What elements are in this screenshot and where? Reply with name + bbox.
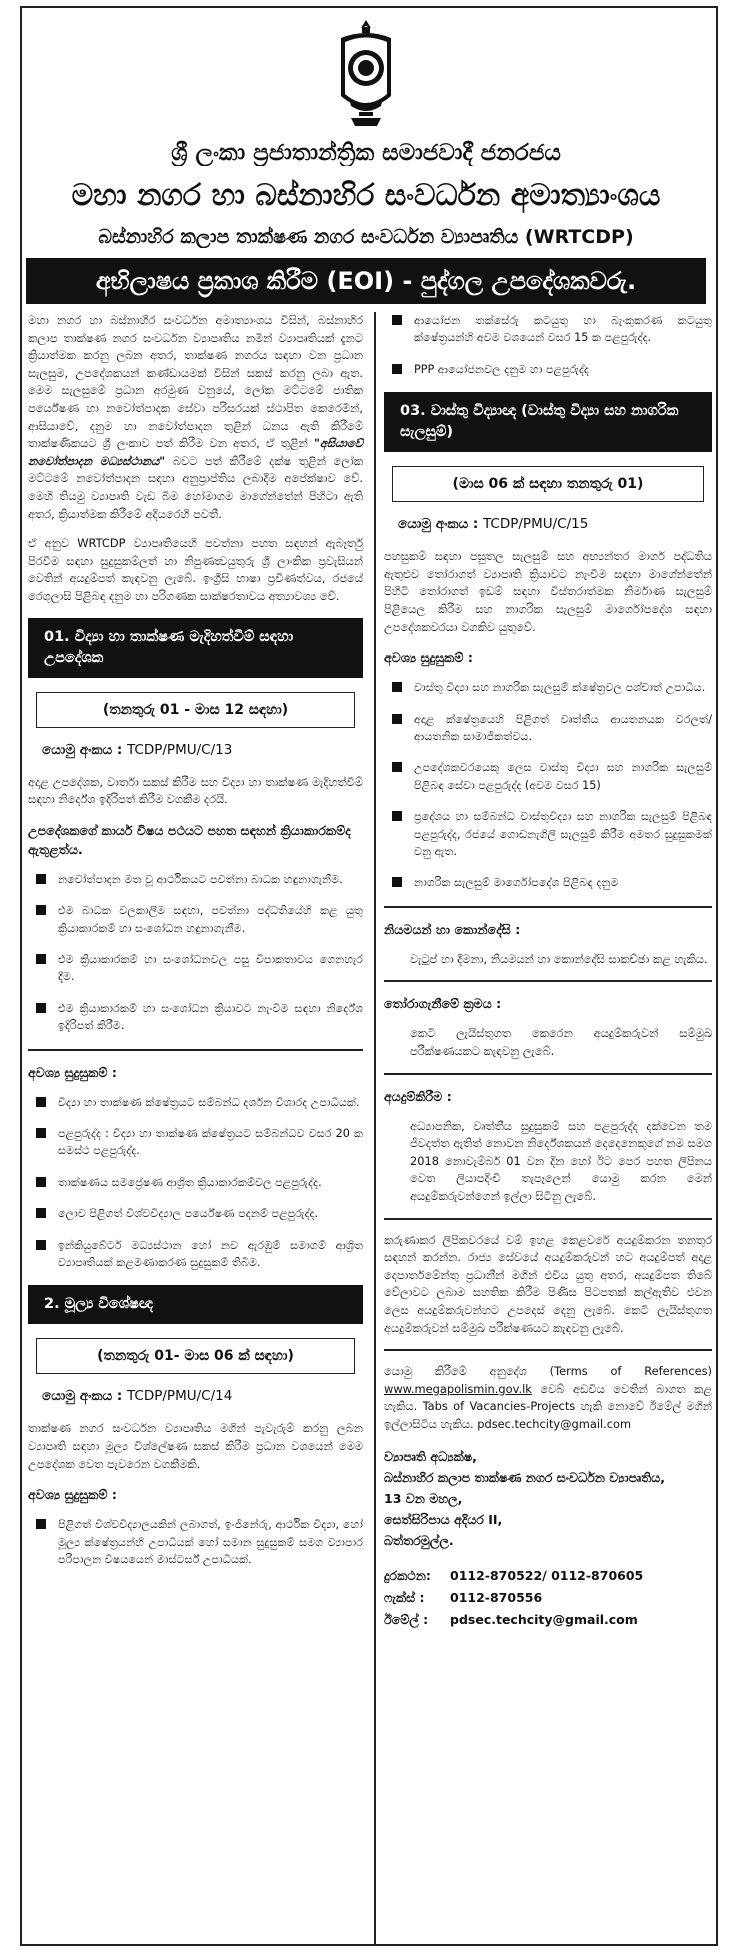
list-item xyxy=(384,759,712,794)
contact-email xyxy=(384,1609,712,1631)
postal-address xyxy=(384,1446,712,1551)
bullet-icon xyxy=(36,1240,46,1250)
section-3-posts-box: (මාස 06 ක් සඳහා තනතුරු 01) xyxy=(392,466,704,502)
bullet-icon xyxy=(392,714,402,724)
bullet-icon xyxy=(36,1519,46,1529)
list-item-text: එම බාධක වලකාලීම සඳහා, පවත්නා පද්ධතියේහි කළ යුතු ක්‍රියාකාරකම් හා සංශෝධන හඳුනාගැනීම. xyxy=(58,904,363,935)
list-item xyxy=(28,1125,363,1160)
intro-highlight: "අසියාවේ නවෝත්පාදන මධ්‍යස්ථානය" xyxy=(28,436,363,468)
bullet-icon xyxy=(392,315,402,325)
section-3-description: පහසුකම් සඳහා පසුතල සැලසුම් සහ අභ්‍යන්තර මාර්ග පද්ධතිය ඇතුළුව තෝරාගත් ව්‍යාපෘති ක්‍රියාවට නැංවීම සඳහා මාගේන්තේන් පිහිටි තෝරාගත් ඉඩම් සඳහා විස්තරාත්මක නිර්මාණ සැලසුම් පිළියෙල කිරීම සහ නාගරික සැලසුම් මාර්ගෝපදේශ සඳහා උපදේශකවරයා වගකිව යුතුවේ. xyxy=(384,549,712,634)
section-2-description: තාක්ෂණ නගර සංවර්ධන ව්‍යාපෘතිය මගින් පැවැරුම් කරනු ලබන ව්‍යාපෘති සඳහා මූල්‍ය විශ්ලේෂණ සකස් කිරීම ප්‍රධාන වශයෙන් මෙම උපදේශක වෙත පැවරෙන වගකීමකි. xyxy=(28,1421,363,1471)
contact-fax xyxy=(384,1587,712,1609)
ref-number: TCDP/PMU/C/15 xyxy=(482,516,589,533)
bullet-icon xyxy=(36,954,46,964)
section-3-qualifications-heading: අවශ්‍ය සුදුසුකම් : xyxy=(384,650,473,666)
list-item-text: ලොව පිළිගත් විශ්වවිද්‍යාල පර්යේෂණ පදනම් පළපුරුද්ද. xyxy=(58,1207,319,1221)
section-3-heading: 03. වාස්තු විද්‍යාඥ (වාස්තු විද්‍යා සහ නාගරික සැලසුම්) xyxy=(384,392,712,452)
list-item xyxy=(28,1237,363,1272)
list-item xyxy=(384,808,712,860)
list-item xyxy=(384,711,712,746)
section-3-qualifications xyxy=(384,679,712,892)
contact-label: ඊමේල් : xyxy=(384,1611,429,1627)
contact-label: ෆැක්ස් : xyxy=(384,1589,425,1605)
ref-number: TCDP/PMU/C/14 xyxy=(126,1388,233,1405)
eoi-banner: අභිලාෂය ප්‍රකාශ කිරීම (EOI) - පුද්ගල උපදේශකවරු. xyxy=(26,258,706,304)
intro-paragraph-2: ඒ අනුව WRTCDP ව්‍යාපෘතියෙහි පවත්නා පහත සඳහන් ඇබෑර්තු පිරවීම සඳහා සුදුසුකම්ලත් හා නිපුණත්‍වයුතුරු ශ්‍රී ලාංකික ප්‍රවැසියන් වෙතින් අයදුම්පත් කැඳවනු ලැබේ. ඉංග්‍රීසි භාෂා ප්‍රවීණත්වය, රජයේ රෙගුලාසි පිළිබඳ දනුම හා පරිගණක සාක්ෂරතාවය අත්‍යාවශ්‍ය වේ. xyxy=(28,536,363,603)
bullet-icon xyxy=(36,1208,46,1218)
list-item xyxy=(28,902,363,937)
list-item xyxy=(28,1094,363,1111)
section-2-reference xyxy=(42,1388,363,1404)
header-line-2: මහා නගර හා බස්නාහිර සංවර්ධන අමාත්‍යාංශය xyxy=(71,178,661,213)
bullet-icon xyxy=(392,877,402,887)
section-1-qualifications xyxy=(28,1094,363,1272)
address-line: ව්‍යාපෘති අධ්‍යක්ෂ, xyxy=(384,1448,477,1464)
selection-heading: තෝරාගැනීමේ ක්‍රමය : xyxy=(384,996,502,1012)
tor-paragraph xyxy=(384,1363,712,1433)
application-note: කරුණාකර ලිපිකවරයේ වම් ඉහළ කෙළවරේ අයදුම්කරන තනතුර සඳහන් කරන්න. රාජ්‍ය සේවයේ අයදුම්කරුවන් හට අයදුම්පත් අදාළ දෙපාර්තමේන්තු ප්‍රධානීන් මගින් එවිය යුතු අතර, අයදුම්පත තිබේ වේලාවට ලබාම සහතික කිරීම පිණිස පිටපතක් කල්ඇතිව එවන ලෙස අයදුම්කරුවන්හට උපදෙස් දෙනු ලැබේ. කෙටි ලැයිස්තුගත අයදුම්කරුවන් සම්මුඛ පරීක්ෂණයට කැඳවනු ලැබේ. xyxy=(384,1232,712,1335)
divider xyxy=(384,906,712,908)
column-divider xyxy=(374,312,376,1944)
list-item xyxy=(28,1516,363,1568)
list-item xyxy=(28,951,363,986)
intro-text: මහා නගර හා බස්නාහිර සංවර්ධන අමාත්‍යාංශය විසින්, බස්නාහිර කලාප තාක්ෂණ නගර සංවර්ධන ව්‍යාපෘතිය නමින් ව්‍යාපෘතියක් දැනට ක්‍රියාත්මක කරනු ලබන අතර, තාක්ෂණ නගරය සඳහා වන ප්‍රධාන සැලසුම, උපදේශකයන් කණ්ඩායමක් විසින් සකස් කරනු ලබා ඇත. මෙම සැලසුමේ ප්‍රධාන අරමුණ වනුයේ, ලෝක මට්ටමේ ජාතික පර්යේෂණ හා නවෝත්පාදක සේවා පරිසරයක් ස්ථාපිත කෙරෙමින්, ආසියාවේ, දනුම හා නවෝත්පාදන තුළින් ධනය ඇති කිරීමේ තාක්ෂණිකයට ශ්‍රී ලංකාව පත් කිරීම වන අතර, ඒ තුළින් xyxy=(28,313,363,451)
header-line-3: බස්නාහිර කලාප තාක්ෂණ නගර සංවර්ධන ව්‍යාපෘතිය (WRTCDP) xyxy=(98,226,634,248)
bullet-icon xyxy=(392,682,402,692)
national-emblem-icon xyxy=(335,18,397,130)
section-1-tasks xyxy=(28,871,363,1035)
contact-value[interactable]: pdsec.techcity@gmail.com xyxy=(450,1611,638,1627)
contact-value: 0112-870522/ 0112-870605 xyxy=(450,1567,644,1583)
bullet-icon xyxy=(36,1097,46,1107)
section-2-heading: 2. මූල්‍ය විශේෂඥ xyxy=(28,1285,363,1324)
intro-text-cont: බවට පත් කිරීමේ දක්ෂ තුළින් ලෝක මට්ටමේ නවෝත්පාදන සඳහා අනුප්‍රාප්තිය ලබාදීම අපේක්ෂාව වේ. මෙහි තියමු ව්‍යාපෘති වැඩ බිම හෝමාගම මාගේන්තේන් පිහිටා ඇති අතර, ක්‍රියාත්මක කිරීමේ අදියරෙහි පවතී. xyxy=(28,453,363,521)
list-item-text: පළපුරුද්ද : විද්‍යා හා තාක්ෂණ ක්ෂේත්‍රයට සම්බන්ධව වසර 20 ක සමස්ථ පළපුරුද්ද. xyxy=(58,1126,363,1158)
divider xyxy=(384,980,712,982)
bullet-icon xyxy=(36,1003,46,1013)
section-2-qualifications-heading: අවශ්‍ය සුදුසුකම් : xyxy=(28,1487,117,1503)
list-item-text: එම ක්‍රියාකාරකම් හා සංශෝධන ක්‍රියාවට නැංවීම සඳහා නිර්දේශ ඉදිරිපත් කිරීම. xyxy=(58,1001,363,1033)
list-item-text: වාස්තු විද්‍යා සහ නාගරික සැලසුම් ක්ෂේත්‍රවල පශ්චාත් උපාධිය. xyxy=(414,681,706,695)
left-column xyxy=(28,312,363,1582)
list-item xyxy=(28,871,363,888)
ref-label: යොමු අංකය : xyxy=(42,741,123,758)
address-line: 13 වන මහල, xyxy=(384,1490,463,1506)
list-item-text: PPP ආයෝජනවල දනුම හා පළපුරුද්ද xyxy=(414,362,589,376)
list-item-text: එම ක්‍රියාකාරකම් හා සංශෝධනවල පසු විපාකතාවය ගෙනහැර දීම. xyxy=(58,952,363,984)
list-item xyxy=(384,874,712,891)
divider xyxy=(28,1049,363,1051)
right-column xyxy=(384,312,712,1631)
address-line: බස්නාහිර කලාප තාක්ෂණ නගර සංවර්ධන ව්‍යාපෘතිය, xyxy=(384,1469,666,1485)
header-line-1: ශ්‍රී ලංකා ප්‍රජාතාන්ත්‍රික සමාජවාදී ජනරජය xyxy=(171,140,561,166)
bullet-icon xyxy=(36,874,46,884)
list-item xyxy=(384,679,712,696)
selection-text: කෙටි ලැයිස්තුගත කෙරෙන අයදුම්කරුවන් සම්මුඛ පරීක්ෂණයකට කැඳවනු ලැබේ. xyxy=(410,1026,712,1059)
section-3-reference xyxy=(398,516,712,532)
contact-value: 0112-870556 xyxy=(450,1589,543,1605)
apply-text: අධ්‍යාපනික, වෘත්තීය සුදුසුකම් සහ පළපුරුද්ද දක්වෙන තම ජීවදත්ත ඇතිත් නොවන නිර්දේශකයන් දෙදෙනෙකුගේ නම සමග 2018 නොවැම්බර් 01 වන දින හෝ ඊට පෙර පහත ලිපිනය වෙත ලියාපදිංචි තැපෑලෙන් යොමු කරන මෙන් අයදුම්කරුවන්ගෙන් ඉල්ලා සිටිනු ලැබේ. xyxy=(410,1118,712,1203)
section-1-description: අදාළ උපදේශක, වාර්තා සකස් කිරීම සහ විද්‍යා හා තාක්ෂණ මැදිහත්වීම් සඳහා නිර්දේශ ඉදිරිපත් කිරීම වගකීම දරයි. xyxy=(28,774,363,807)
section-1-reference xyxy=(42,742,363,758)
contact-details xyxy=(384,1565,712,1631)
list-item-text: ආයෝජන තක්සේරු කටයුතු හා බැංකුකරණ කටයුතු ක්ෂේත්‍රයන්හි අවම වශයෙන් වසර 15 ක පළපුරුද්ද. xyxy=(414,314,712,345)
ref-label: යොමු අංකය : xyxy=(42,1388,123,1405)
tor-text: යොමු කිරීමේ අනුදේශ (Terms of References) xyxy=(384,1364,712,1379)
bullet-icon xyxy=(36,1128,46,1138)
list-item-text: නවෝත්පාදන මත වූ ආර්ථිකයට පවත්නා බාධක හඳුනාගැනීම. xyxy=(58,872,343,886)
list-item-text: උපදේශකවරයෙකු ලෙස වාස්තු විද්‍යා සහ නාගරික සැලසුම් පිළිබඳ සේවා පළපුරුද්ද (අවම වසර 15) xyxy=(414,761,712,792)
apply-heading: අයදුම්කිරීම : xyxy=(384,1088,452,1104)
section-1-qualifications-heading: අවශ්‍ය සුදුසුකම් : xyxy=(28,1064,117,1080)
terms-text: වැටුප් හා දීමනා, නියමයන් හා කොන්දේසි සාකච්ඡා කළ හැකිය. xyxy=(410,951,708,966)
list-item xyxy=(28,1205,363,1222)
address-line: බත්තරමුල්ල. xyxy=(384,1532,454,1548)
ref-number: TCDP/PMU/C/13 xyxy=(126,741,233,758)
section-1-scope-heading: උපදේශකගේ කාර්ය විෂය පථයට පහත සඳහන් ක්‍රියාකාරකම්ද ඇතුළත්ය. xyxy=(28,822,351,857)
list-item xyxy=(384,361,712,378)
ref-label: යොමු අංකය : xyxy=(398,516,479,533)
list-item-text: ඉන්කියුබේටර් මධ්‍යස්ථාන හෝ නව ඇරඹුම් සමාගම් ආශ්‍රිත ව්‍යාපෘතියක් කළමණාකරණ සුදුසුකම් තිබීම. xyxy=(58,1238,363,1269)
website-link[interactable]: www.megapolismin.gov.lk xyxy=(384,1381,532,1396)
list-item xyxy=(28,1000,363,1035)
section-2-qualifications xyxy=(28,1516,363,1568)
list-item xyxy=(384,312,712,347)
list-item-text: ප්‍රදේශය හා සම්බන්ධ වාස්තුවිද්‍යා සහ නාගරික සැලසුම් පිළිබඳ පළපුරුද්ද, රජයේ ගොඩනැගිලි සැලසුම් කිරීම අමතර සුදුසුකමක් වනු ඇත. xyxy=(414,810,712,859)
terms-heading: නියමයන් හා කොන්දේසි : xyxy=(384,921,521,937)
address-line: සෙත්සිරිපාය අදියර II, xyxy=(384,1511,503,1527)
bullet-icon xyxy=(36,1177,46,1187)
divider xyxy=(384,1218,712,1220)
bullet-icon xyxy=(36,905,46,915)
list-item-text: විද්‍යා හා තාක්ෂණ ක්ෂේත්‍රයට සම්බන්ධ දර්ශන විශාරද උපාධියක්. xyxy=(58,1095,360,1109)
section-2-qualifications-cont xyxy=(384,312,712,378)
section-2-posts-box: (තනතුරු 01- මාස 06 ක් සඳහා) xyxy=(36,1338,355,1374)
bullet-icon xyxy=(392,811,402,821)
divider xyxy=(384,1349,712,1351)
section-1-posts-box: (තනතුරු 01 - මාස 12 සඳහා) xyxy=(36,692,355,728)
list-item-text: අදාළ ක්ෂේත්‍රයෙහි පිළිගත් වෘත්තීය ආයතනයක වරලත්/ ආයතනික සාමාජිකත්වය. xyxy=(414,712,712,743)
list-item xyxy=(28,1174,363,1191)
list-item-text: තාක්ෂණය සමප්‍රේෂණ ආශ්‍රිත ක්‍රියාකාරකම්වල පළපුරුද්ද. xyxy=(58,1175,322,1189)
bullet-icon xyxy=(392,364,402,374)
list-item-text: පිළිගත් විශ්වවිද්‍යාලයකින් ලබාගත්, ඉංජිනේරු, ආර්ථික විද්‍යා, හෝ මූල්‍ය ක්ෂේත්‍රයන්හි උපාධියක් හෝ සමාන සුදුසුකම් සමග ව්‍යාපාර පරිපාලන විෂයයෙන් මාස්ටර්ස් උපාධියක්. xyxy=(58,1518,363,1566)
list-item-text: නාගරික සැලසුම් මාර්ගෝපදේශ පිළිබඳ දනුම xyxy=(414,876,619,890)
bullet-icon xyxy=(392,762,402,772)
contact-phone xyxy=(384,1565,712,1587)
divider xyxy=(384,1073,712,1075)
tor-text-cont: වෙබ් අඩවිය වෙතින් බාගත කළ හැකිය. Tabs of Vacancies-Projects හැකි නොවේ ඊමේල් මගින් ඉල්ලාසිටිය හැකිය. pdsec.techcity@gmail.com xyxy=(384,1381,712,1431)
intro-paragraph-1 xyxy=(28,312,363,523)
contact-label: දුරකථන: xyxy=(384,1567,431,1583)
section-1-heading: 01. විද්‍යා හා තාක්ෂණ මැදිහත්වීම් සඳහා උපදේශක xyxy=(28,618,363,678)
